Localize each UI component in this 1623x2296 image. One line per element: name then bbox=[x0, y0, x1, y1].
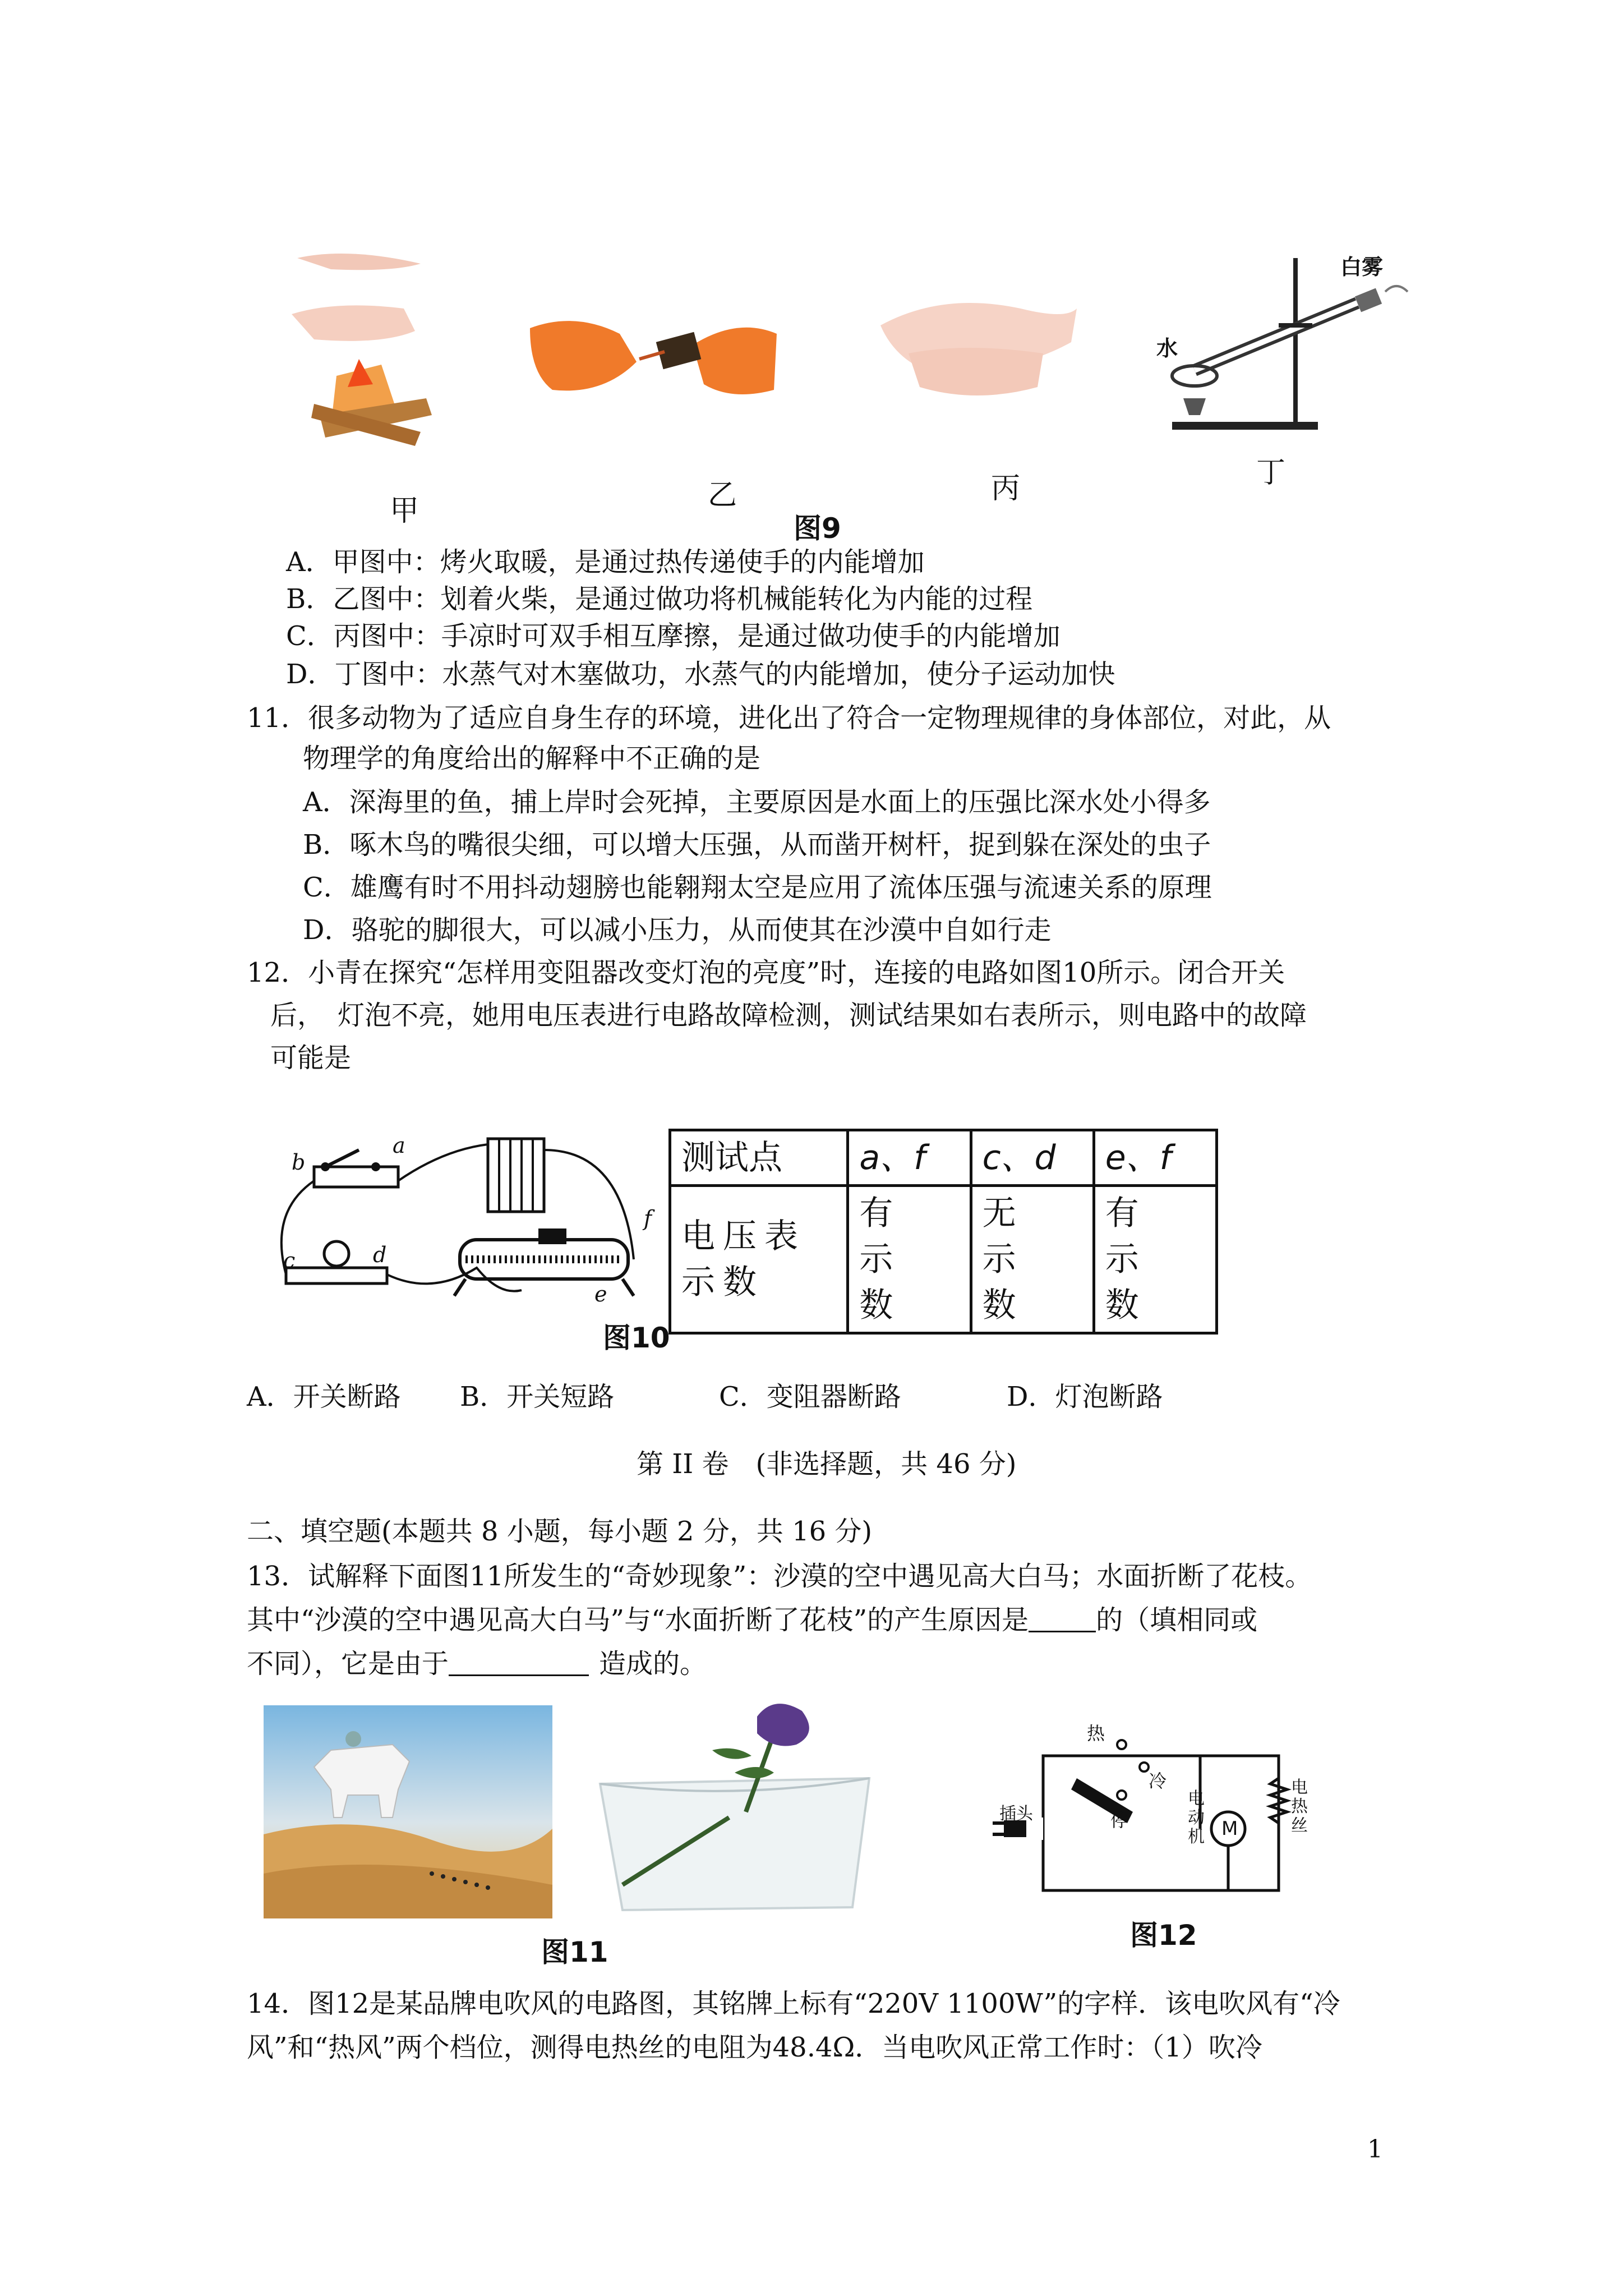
fig10-letter-f: f bbox=[644, 1206, 652, 1231]
q14-line1: 14．图12是某品牌电吹风的电路图，其铭牌上标有“220V 1100W”的字样．该电吹风有“冷 bbox=[247, 1988, 1340, 2019]
table-header-cd: c、d bbox=[971, 1130, 1094, 1186]
fig10-letter-a: a bbox=[393, 1133, 405, 1158]
fig11-caption: 图11 bbox=[541, 1936, 608, 1968]
q11-option-b: B．啄木鸟的嘴很尖细，可以增大压强，从而凿开树杆，捉到躲在深处的虫子 bbox=[303, 829, 1211, 861]
q10-option-d: D．丁图中：水蒸气对木塞做功，水蒸气的内能增加，使分子运动加快 bbox=[286, 659, 1115, 690]
q13-line3 bbox=[247, 1646, 707, 1682]
fig12-label-heater: 电热丝 bbox=[1291, 1778, 1308, 1835]
q11-option-d: D．骆驼的脚很大，可以减小压力，从而使其在沙漠中自如行走 bbox=[303, 914, 1052, 946]
q13-line2-text-a: 其中“沙漠的空中遇见高大白马”与“水面折断了花枝”的产生原因是 bbox=[247, 1604, 1029, 1636]
fig9-ding-water-label: 水 bbox=[1156, 336, 1178, 361]
table-row-label: 电压表示数 bbox=[670, 1186, 848, 1333]
fig12-label-motor: 电动机 bbox=[1188, 1789, 1205, 1847]
q12-option-b: B．开关短路 bbox=[460, 1381, 615, 1412]
q11-option-a: A．深海里的鱼，捕上岸时会死掉，主要原因是水面上的压强比深水处小得多 bbox=[303, 786, 1211, 818]
fig10-letter-b: b bbox=[292, 1150, 306, 1175]
fig9-label-bing: 丙 bbox=[991, 472, 1021, 505]
fig9-jia-hands-fire bbox=[280, 247, 460, 454]
fig11-desert-mirage-image bbox=[264, 1705, 552, 1918]
fig12-hairdryer-circuit bbox=[993, 1717, 1329, 1902]
table-header-ef: e、f bbox=[1094, 1130, 1216, 1186]
q13-line2-text-b: 的（填相同或 bbox=[1096, 1604, 1258, 1636]
q12-stem-line2: 后， 灯泡不亮，她用电压表进行电路故障检测，测试结果如右表所示，则电路中的故障 bbox=[270, 1000, 1307, 1031]
table-cell-cd: 无示数 bbox=[971, 1186, 1094, 1333]
table-header-test-point: 测试点 bbox=[670, 1130, 848, 1186]
q10-option-b: B．乙图中：划着火柴，是通过做功将机械能转化为内能的过程 bbox=[286, 583, 1033, 615]
q13-line3-text-a: 不同），它是由于 bbox=[247, 1648, 449, 1680]
page-number: 1 bbox=[1367, 2135, 1383, 2164]
fig12-label-cold: 冷 bbox=[1149, 1770, 1167, 1792]
q13-line1: 13．试解释下面图11所发生的“奇妙现象”：沙漠的空中遇见高大白马；水面折断了花枝。 bbox=[247, 1561, 1312, 1592]
fig10-letter-e: e bbox=[594, 1282, 607, 1306]
table-cell-af: 有示数 bbox=[848, 1186, 971, 1333]
q11-option-c: C．雄鹰有时不用抖动翅膀也能翱翔太空是应用了流体压强与流速关系的原理 bbox=[303, 872, 1212, 903]
fig9-bing-rubbing-hands bbox=[875, 275, 1082, 409]
q11-stem-line2: 物理学的角度给出的解释中不正确的是 bbox=[303, 743, 761, 774]
q12-option-c: C．变阻器断路 bbox=[719, 1381, 901, 1412]
q13-line3-text-b: 造成的。 bbox=[599, 1648, 707, 1680]
fig9-caption: 图9 bbox=[794, 512, 841, 545]
q13-line2 bbox=[247, 1602, 1257, 1638]
table-header-af: a、f bbox=[848, 1130, 971, 1186]
fig10-letter-c: c bbox=[283, 1248, 296, 1273]
fig9-label-ding: 丁 bbox=[1256, 456, 1286, 490]
q12-option-d: D．灯泡断路 bbox=[1007, 1381, 1163, 1412]
q10-option-a: A．甲图中：烤火取暖，是通过热传递使手的内能增加 bbox=[286, 546, 925, 578]
fig9-label-jia: 甲 bbox=[390, 494, 419, 528]
q14-line2: 风”和“热风”两个档位，测得电热丝的电阻为48.4Ω．当电吹风正常工作时：（1）吹冷 bbox=[247, 2032, 1262, 2063]
fig12-label-plug: 插头 bbox=[999, 1804, 1033, 1824]
q13-answer-blank-2[interactable] bbox=[449, 1646, 589, 1676]
fig9-yi-match bbox=[524, 306, 782, 401]
q10-option-c: C．丙图中：手凉时可双手相互摩擦，是通过做功使手的内能增加 bbox=[286, 620, 1061, 652]
q13-answer-blank-1[interactable] bbox=[1029, 1603, 1096, 1632]
q11-stem-line1: 11．很多动物为了适应自身生存的环境，进化出了符合一定物理规律的身体部位，对此，从 bbox=[247, 702, 1331, 734]
q12-stem-line1: 12．小青在探究“怎样用变阻器改变灯泡的亮度”时，连接的电路如图10所示。闭合开关 bbox=[247, 957, 1285, 988]
section2-heading: 二、填空题(本题共 8 小题，每小题 2 分，共 16 分) bbox=[247, 1516, 873, 1547]
fig9-ding-mist-label: 白雾 bbox=[1340, 255, 1384, 279]
fig11-flower-in-water-image bbox=[589, 1700, 880, 1918]
table-cell-ef: 有示数 bbox=[1094, 1186, 1216, 1333]
q12-test-table bbox=[668, 1129, 1218, 1335]
fig10-letter-d: d bbox=[373, 1243, 387, 1267]
section2-title: 第 II 卷 (非选择题，共 46 分) bbox=[637, 1448, 1017, 1480]
fig12-caption: 图12 bbox=[1130, 1919, 1197, 1952]
fig10-caption: 图10 bbox=[603, 1322, 670, 1354]
fig12-label-hot: 热 bbox=[1087, 1723, 1105, 1744]
fig9-label-yi: 乙 bbox=[708, 478, 737, 512]
q12-option-a: A．开关断路 bbox=[247, 1381, 401, 1412]
fig12-label-stop: 停 bbox=[1110, 1810, 1129, 1831]
q12-stem-line3: 可能是 bbox=[270, 1042, 352, 1074]
fig12-motor-symbol: M bbox=[1221, 1818, 1238, 1840]
